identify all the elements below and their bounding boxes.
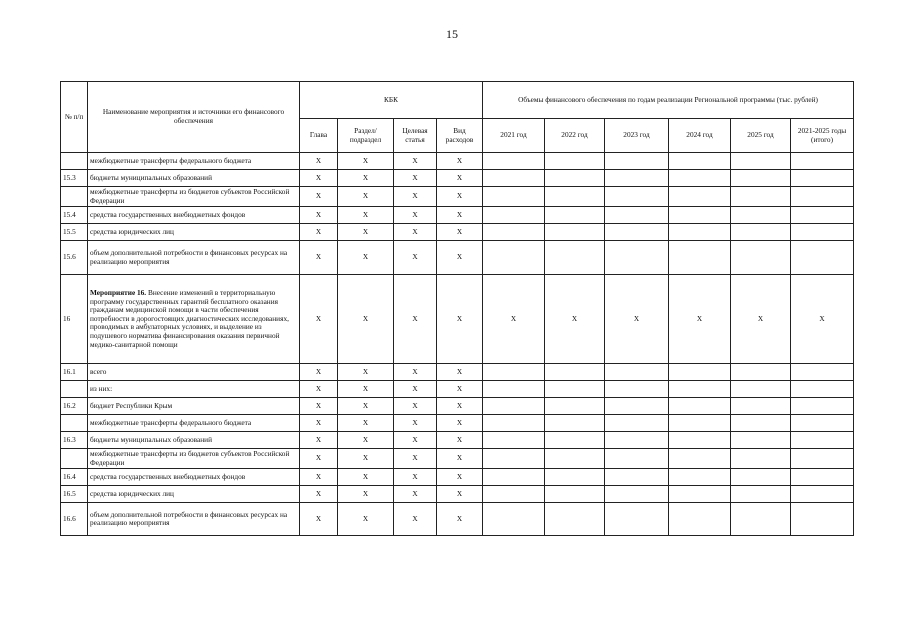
year-cell bbox=[669, 449, 731, 469]
year-cell bbox=[791, 398, 854, 415]
year-cell bbox=[731, 398, 791, 415]
year-cell bbox=[545, 153, 605, 170]
financing-table bbox=[60, 81, 854, 536]
kbk-cell: X bbox=[437, 449, 483, 469]
table-row bbox=[61, 486, 854, 503]
year-cell bbox=[791, 153, 854, 170]
row-number: 16 bbox=[61, 275, 88, 364]
year-cell bbox=[731, 187, 791, 207]
table-row bbox=[61, 469, 854, 486]
year-cell bbox=[605, 241, 669, 275]
year-cell bbox=[731, 224, 791, 241]
kbk-cell: X bbox=[300, 503, 338, 536]
year-cell bbox=[791, 187, 854, 207]
year-cell bbox=[791, 224, 854, 241]
header-kbk: КБК bbox=[300, 82, 483, 119]
kbk-cell: X bbox=[394, 187, 437, 207]
table-row bbox=[61, 224, 854, 241]
year-cell bbox=[483, 381, 545, 398]
table-row bbox=[61, 432, 854, 449]
year-cell bbox=[791, 415, 854, 432]
kbk-cell: X bbox=[300, 381, 338, 398]
year-cell bbox=[605, 449, 669, 469]
row-number: 16.1 bbox=[61, 364, 88, 381]
year-cell bbox=[669, 187, 731, 207]
row-number: 15.4 bbox=[61, 207, 88, 224]
year-cell bbox=[669, 381, 731, 398]
year-cell bbox=[669, 207, 731, 224]
year-cell bbox=[731, 503, 791, 536]
row-name-text: Внесение изменений в территориальную программу государственных гарантий бесплатного оказания гражданам медицинской помощи в части обеспечения потребности в дорогостоящих диагностических исследованиях, проводимых в амбулаторных условиях, и выделение из подушевого норматива финансирования оказания первичной медико-санитарной помощи bbox=[90, 288, 289, 349]
kbk-cell: X bbox=[437, 469, 483, 486]
kbk-cell: X bbox=[300, 187, 338, 207]
kbk-cell: X bbox=[338, 275, 394, 364]
year-cell bbox=[731, 381, 791, 398]
row-name: средства юридических лиц bbox=[88, 224, 300, 241]
kbk-cell: X bbox=[437, 398, 483, 415]
row-number: 15.6 bbox=[61, 241, 88, 275]
header-year-col: 2024 год bbox=[669, 119, 731, 153]
year-cell bbox=[731, 449, 791, 469]
row-number bbox=[61, 381, 88, 398]
year-cell bbox=[791, 364, 854, 381]
row-name: бюджеты муниципальных образований bbox=[88, 432, 300, 449]
year-cell bbox=[605, 503, 669, 536]
row-number: 16.6 bbox=[61, 503, 88, 536]
year-cell bbox=[545, 381, 605, 398]
row-number bbox=[61, 187, 88, 207]
row-name bbox=[88, 275, 300, 364]
kbk-cell: X bbox=[300, 224, 338, 241]
year-cell bbox=[605, 153, 669, 170]
kbk-cell: X bbox=[338, 241, 394, 275]
kbk-cell: X bbox=[394, 398, 437, 415]
kbk-cell: X bbox=[338, 432, 394, 449]
row-name: всего bbox=[88, 364, 300, 381]
row-number: 16.3 bbox=[61, 432, 88, 449]
header-no: № п/п bbox=[61, 82, 88, 153]
kbk-cell: X bbox=[338, 398, 394, 415]
table-row bbox=[61, 187, 854, 207]
kbk-cell: X bbox=[394, 469, 437, 486]
row-name: межбюджетные трансферты из бюджетов субъектов Российской Федерации bbox=[88, 449, 300, 469]
year-cell bbox=[545, 415, 605, 432]
kbk-cell: X bbox=[300, 415, 338, 432]
row-name: бюджет Республики Крым bbox=[88, 398, 300, 415]
kbk-cell: X bbox=[394, 170, 437, 187]
row-number: 15.5 bbox=[61, 224, 88, 241]
table-row bbox=[61, 398, 854, 415]
year-cell bbox=[483, 398, 545, 415]
kbk-cell: X bbox=[300, 486, 338, 503]
year-cell bbox=[605, 381, 669, 398]
year-cell bbox=[605, 187, 669, 207]
kbk-cell: X bbox=[300, 153, 338, 170]
kbk-cell: X bbox=[437, 241, 483, 275]
year-cell bbox=[545, 241, 605, 275]
header-kbk-col: Целевая статья bbox=[394, 119, 437, 153]
year-cell bbox=[483, 432, 545, 449]
kbk-cell: X bbox=[394, 449, 437, 469]
kbk-cell: X bbox=[394, 275, 437, 364]
year-cell bbox=[791, 170, 854, 187]
year-cell bbox=[731, 153, 791, 170]
kbk-cell: X bbox=[437, 153, 483, 170]
table-row bbox=[61, 449, 854, 469]
year-cell bbox=[791, 469, 854, 486]
kbk-cell: X bbox=[394, 241, 437, 275]
row-name: бюджеты муниципальных образований bbox=[88, 170, 300, 187]
year-cell bbox=[545, 170, 605, 187]
kbk-cell: X bbox=[338, 381, 394, 398]
year-cell bbox=[605, 398, 669, 415]
year-cell bbox=[483, 224, 545, 241]
year-cell bbox=[731, 170, 791, 187]
year-cell bbox=[605, 469, 669, 486]
row-number: 16.4 bbox=[61, 469, 88, 486]
header-year-col: 2021 год bbox=[483, 119, 545, 153]
header-year-col: 2022 год bbox=[545, 119, 605, 153]
table-row bbox=[61, 381, 854, 398]
kbk-cell: X bbox=[338, 415, 394, 432]
row-number: 16.5 bbox=[61, 486, 88, 503]
year-cell bbox=[669, 469, 731, 486]
year-cell bbox=[605, 207, 669, 224]
kbk-cell: X bbox=[394, 432, 437, 449]
year-cell bbox=[791, 486, 854, 503]
year-cell: X bbox=[483, 275, 545, 364]
year-cell bbox=[731, 469, 791, 486]
header-year-col: 2021-2025 годы (итого) bbox=[791, 119, 854, 153]
year-cell bbox=[669, 415, 731, 432]
kbk-cell: X bbox=[338, 187, 394, 207]
kbk-cell: X bbox=[338, 153, 394, 170]
header-year-col: 2025 год bbox=[731, 119, 791, 153]
kbk-cell: X bbox=[394, 381, 437, 398]
kbk-cell: X bbox=[338, 224, 394, 241]
row-name: средства государственных внебюджетных фондов bbox=[88, 207, 300, 224]
row-name: средства юридических лиц bbox=[88, 486, 300, 503]
kbk-cell: X bbox=[437, 415, 483, 432]
table-row bbox=[61, 503, 854, 536]
year-cell bbox=[669, 153, 731, 170]
year-cell bbox=[791, 432, 854, 449]
year-cell bbox=[731, 415, 791, 432]
year-cell bbox=[545, 364, 605, 381]
year-cell bbox=[605, 364, 669, 381]
header-year-col: 2023 год bbox=[605, 119, 669, 153]
year-cell bbox=[605, 432, 669, 449]
kbk-cell: X bbox=[394, 415, 437, 432]
table-row bbox=[61, 207, 854, 224]
kbk-cell: X bbox=[300, 449, 338, 469]
kbk-cell: X bbox=[300, 469, 338, 486]
page-number: 15 bbox=[446, 27, 458, 41]
kbk-cell: X bbox=[437, 364, 483, 381]
header-kbk-col: Глава bbox=[300, 119, 338, 153]
year-cell bbox=[731, 432, 791, 449]
year-cell bbox=[731, 486, 791, 503]
year-cell bbox=[483, 187, 545, 207]
year-cell bbox=[483, 449, 545, 469]
year-cell bbox=[669, 241, 731, 275]
row-name: межбюджетные трансферты федерального бюджета bbox=[88, 415, 300, 432]
kbk-cell: X bbox=[338, 486, 394, 503]
year-cell bbox=[483, 170, 545, 187]
year-cell bbox=[545, 224, 605, 241]
row-name: межбюджетные трансферты из бюджетов субъектов Российской Федерации bbox=[88, 187, 300, 207]
year-cell bbox=[791, 207, 854, 224]
year-cell bbox=[483, 415, 545, 432]
kbk-cell: X bbox=[394, 486, 437, 503]
year-cell bbox=[669, 486, 731, 503]
year-cell bbox=[605, 224, 669, 241]
kbk-cell: X bbox=[300, 241, 338, 275]
table-row bbox=[61, 415, 854, 432]
year-cell bbox=[545, 503, 605, 536]
header-name: Наименование мероприятия и источники его финансового обеспечения bbox=[88, 82, 300, 153]
header-kbk-col: Раздел/ подраздел bbox=[338, 119, 394, 153]
year-cell bbox=[545, 449, 605, 469]
header-volumes: Объемы финансового обеспечения по годам реализации Региональной программы (тыс. рублей) bbox=[483, 82, 854, 119]
kbk-cell: X bbox=[437, 503, 483, 536]
year-cell bbox=[669, 398, 731, 415]
year-cell bbox=[791, 381, 854, 398]
kbk-cell: X bbox=[338, 364, 394, 381]
kbk-cell: X bbox=[338, 503, 394, 536]
year-cell: X bbox=[731, 275, 791, 364]
kbk-cell: X bbox=[300, 398, 338, 415]
row-name: средства государственных внебюджетных фондов bbox=[88, 469, 300, 486]
table-row bbox=[61, 241, 854, 275]
year-cell bbox=[731, 241, 791, 275]
year-cell bbox=[731, 364, 791, 381]
year-cell bbox=[605, 170, 669, 187]
table-row bbox=[61, 153, 854, 170]
kbk-cell: X bbox=[437, 170, 483, 187]
year-cell bbox=[483, 486, 545, 503]
year-cell bbox=[483, 469, 545, 486]
year-cell bbox=[545, 207, 605, 224]
kbk-cell: X bbox=[300, 207, 338, 224]
year-cell bbox=[669, 364, 731, 381]
year-cell bbox=[669, 503, 731, 536]
table-row bbox=[61, 170, 854, 187]
kbk-cell: X bbox=[394, 364, 437, 381]
header-kbk-col: Вид расходов bbox=[437, 119, 483, 153]
year-cell bbox=[791, 449, 854, 469]
year-cell bbox=[669, 432, 731, 449]
year-cell bbox=[791, 503, 854, 536]
year-cell bbox=[545, 187, 605, 207]
kbk-cell: X bbox=[437, 432, 483, 449]
kbk-cell: X bbox=[437, 381, 483, 398]
kbk-cell: X bbox=[394, 153, 437, 170]
row-name: межбюджетные трансферты федерального бюджета bbox=[88, 153, 300, 170]
year-cell bbox=[545, 432, 605, 449]
year-cell bbox=[483, 241, 545, 275]
row-name: объем дополнительной потребности в финансовых ресурсах на реализацию мероприятия bbox=[88, 503, 300, 536]
row-name-bold: Мероприятие 16. bbox=[90, 288, 147, 298]
year-cell: X bbox=[669, 275, 731, 364]
year-cell bbox=[731, 207, 791, 224]
year-cell bbox=[605, 486, 669, 503]
kbk-cell: X bbox=[300, 364, 338, 381]
year-cell bbox=[605, 415, 669, 432]
year-cell bbox=[545, 398, 605, 415]
table-row bbox=[61, 364, 854, 381]
year-cell bbox=[483, 153, 545, 170]
kbk-cell: X bbox=[394, 207, 437, 224]
year-cell bbox=[669, 170, 731, 187]
kbk-cell: X bbox=[300, 275, 338, 364]
kbk-cell: X bbox=[338, 170, 394, 187]
year-cell bbox=[545, 486, 605, 503]
kbk-cell: X bbox=[437, 224, 483, 241]
kbk-cell: X bbox=[338, 207, 394, 224]
row-number bbox=[61, 153, 88, 170]
year-cell: X bbox=[791, 275, 854, 364]
year-cell bbox=[791, 241, 854, 275]
kbk-cell: X bbox=[394, 503, 437, 536]
kbk-cell: X bbox=[437, 187, 483, 207]
year-cell bbox=[545, 469, 605, 486]
kbk-cell: X bbox=[338, 449, 394, 469]
kbk-cell: X bbox=[394, 224, 437, 241]
table-row bbox=[61, 275, 854, 364]
year-cell bbox=[483, 503, 545, 536]
kbk-cell: X bbox=[300, 170, 338, 187]
kbk-cell: X bbox=[437, 207, 483, 224]
row-number bbox=[61, 415, 88, 432]
row-name: из них: bbox=[88, 381, 300, 398]
kbk-cell: X bbox=[437, 275, 483, 364]
kbk-cell: X bbox=[300, 432, 338, 449]
year-cell bbox=[669, 224, 731, 241]
year-cell bbox=[483, 364, 545, 381]
row-number: 16.2 bbox=[61, 398, 88, 415]
year-cell: X bbox=[545, 275, 605, 364]
row-number: 15.3 bbox=[61, 170, 88, 187]
row-number bbox=[61, 449, 88, 469]
year-cell bbox=[483, 207, 545, 224]
year-cell: X bbox=[605, 275, 669, 364]
kbk-cell: X bbox=[437, 486, 483, 503]
row-name: объем дополнительной потребности в финансовых ресурсах на реализацию мероприятия bbox=[88, 241, 300, 275]
kbk-cell: X bbox=[338, 469, 394, 486]
